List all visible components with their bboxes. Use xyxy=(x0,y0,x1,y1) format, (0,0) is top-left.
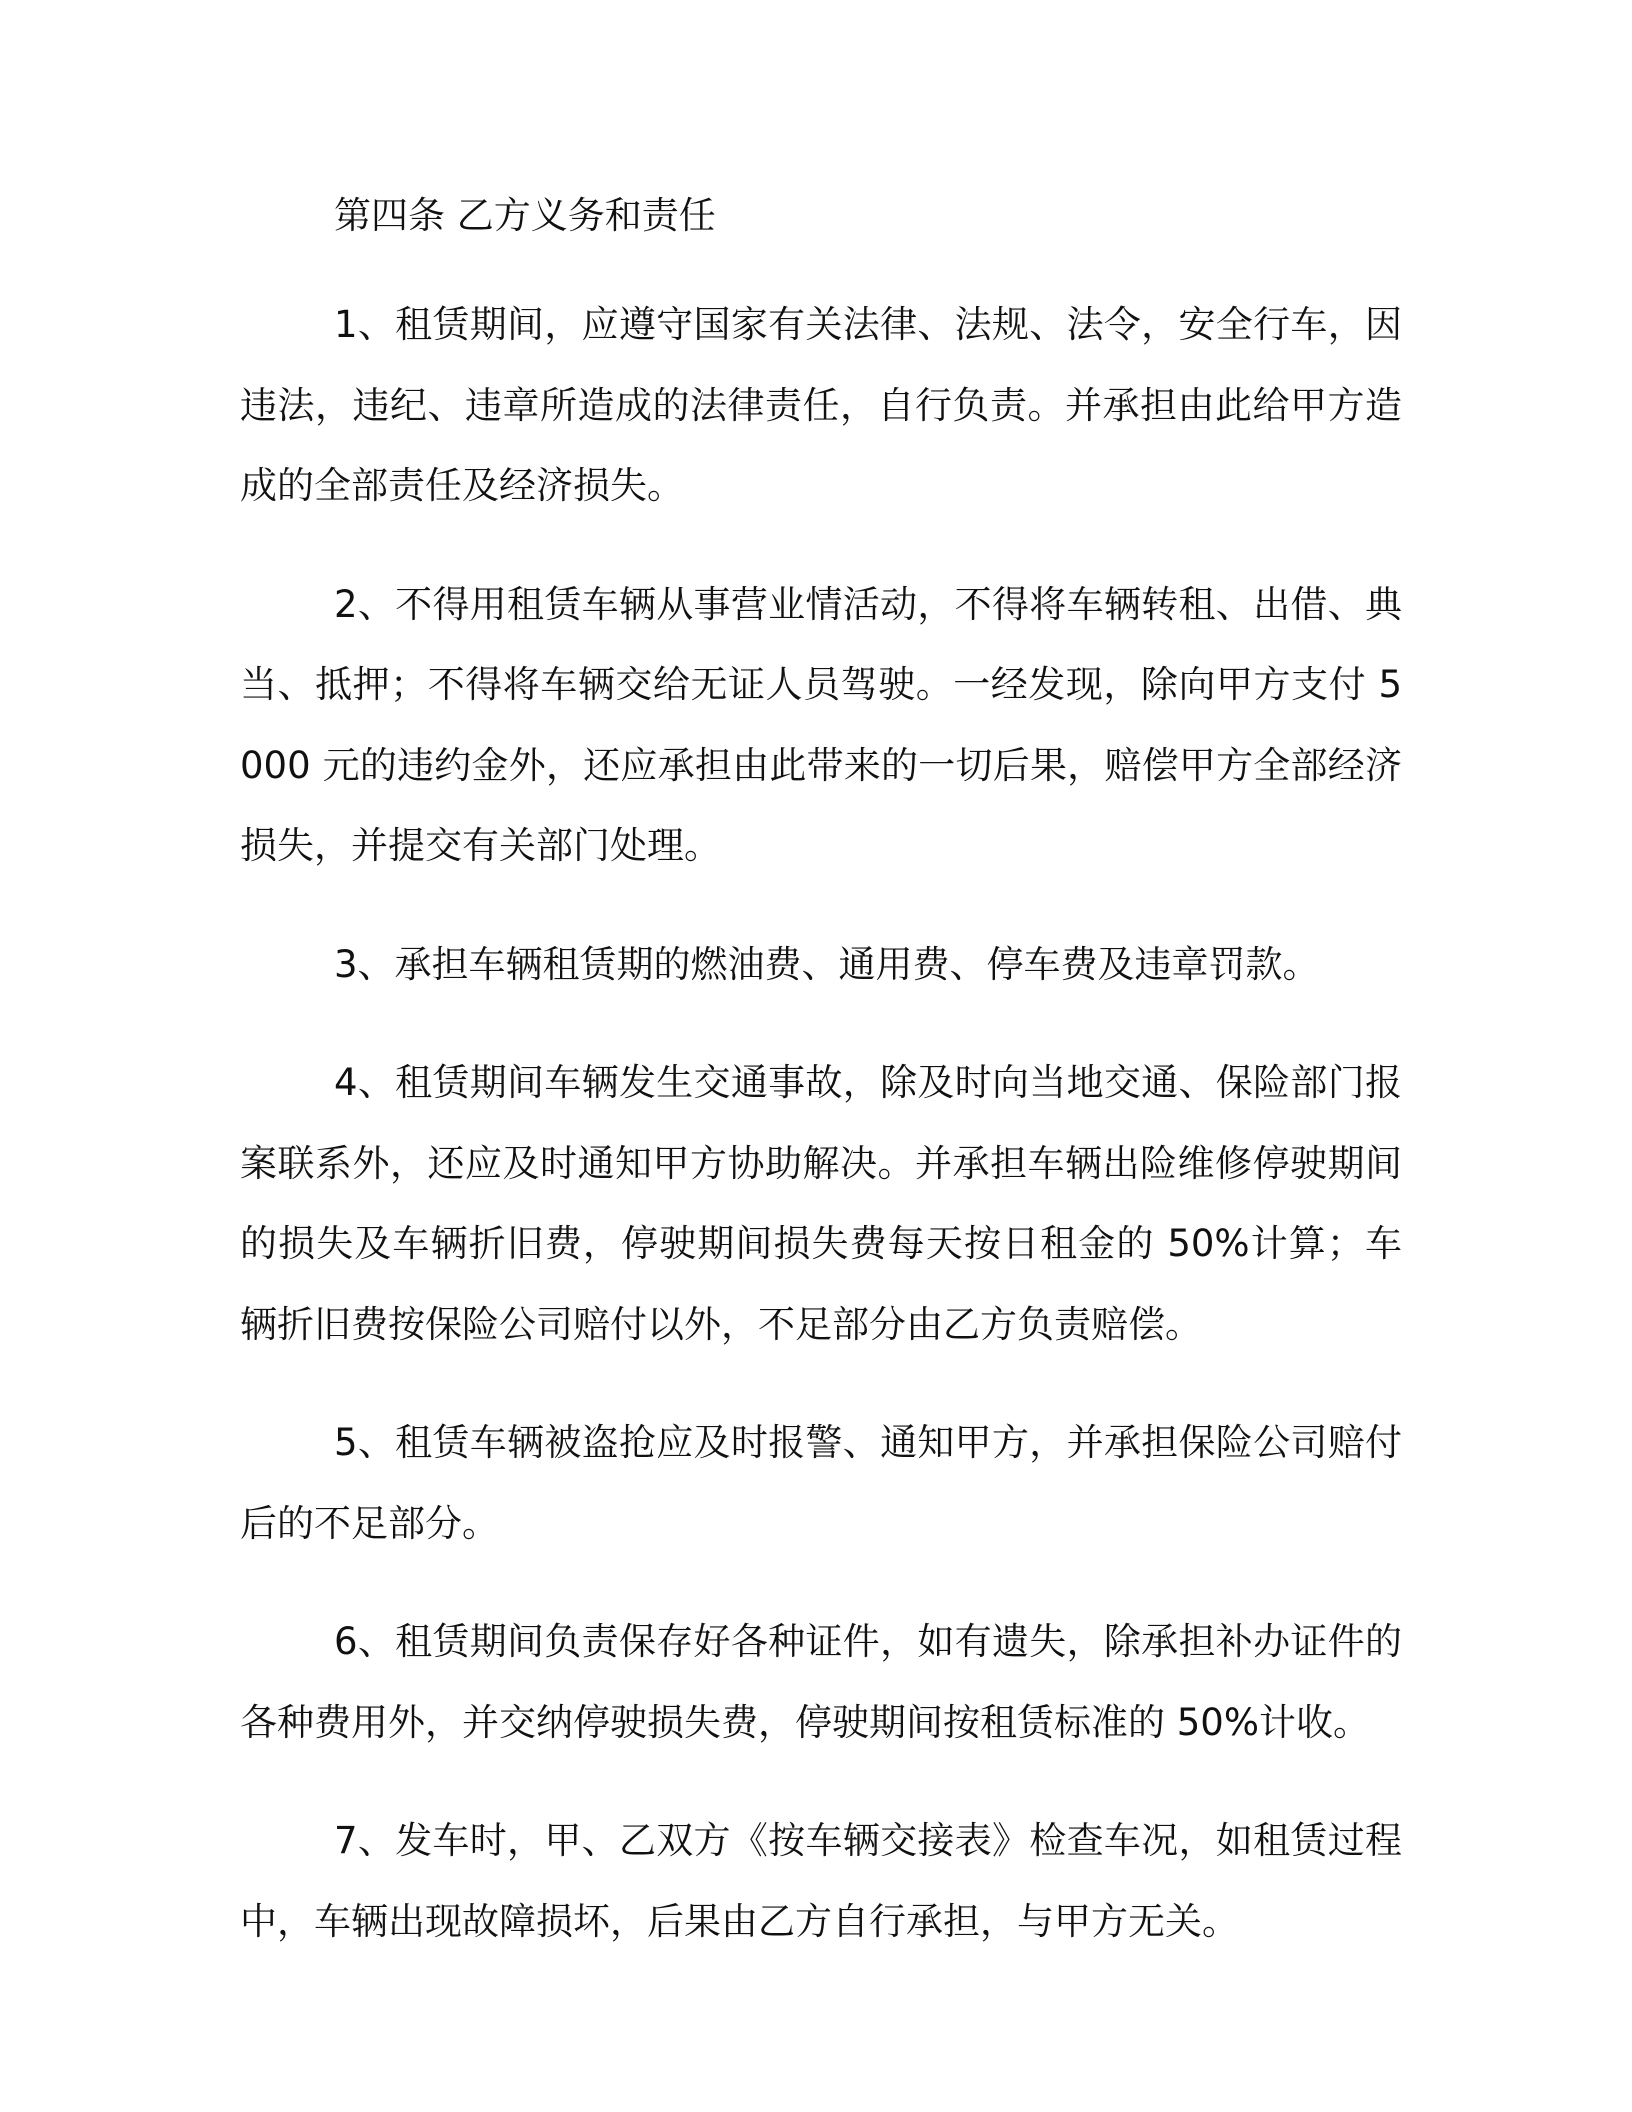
article-heading: 第四条 乙方义务和责任 xyxy=(334,194,716,237)
clause-1: 1、租赁期间，应遵守国家有关法律、法规、法令，安全行车，因违法，违纪、违章所造成的法律责任，自行负责。并承担由此给甲方造成的全部责任及经济损失。 xyxy=(240,303,1402,507)
clause-3: 3、承担车辆租赁期的燃油费、通用费、停车费及违章罚款。 xyxy=(334,942,1320,986)
clause-5: 5、租赁车辆被盗抢应及时报警、通知甲方，并承担保险公司赔付后的不足部分。 xyxy=(240,1421,1402,1545)
clause-7: 7、发车时，甲、乙双方《按车辆交接表》检查车况，如租赁过程中，车辆出现故障损坏，后果由乙方自行承担，与甲方无关。 xyxy=(240,1819,1402,1943)
clause-6: 6、租赁期间负责保存好各种证件，如有遗失，除承担补办证件的各种费用外，并交纳停驶损失费，停驶期间按租赁标准的 50%计收。 xyxy=(240,1620,1402,1744)
clause-4: 4、租赁期间车辆发生交通事故，除及时向当地交通、保险部门报案联系外，还应及时通知甲方协助解决。并承担车辆出险维修停驶期间的损失及车辆折旧费，停驶期间损失费每天按日租金的 50%计算；车辆折旧费按保险公司赔付以外，不足部分由乙方负责赔偿。 xyxy=(240,1061,1402,1346)
clause-2: 2、不得用租赁车辆从事营业情活动，不得将车辆转租、出借、典当、抵押；不得将车辆交给无证人员驾驶。一经发现，除向甲方支付 5000 元的违约金外，还应承担由此带来的一切后果，赔偿甲方全部经济损失，并提交有关部门处理。 xyxy=(240,582,1402,867)
document-body xyxy=(240,185,1402,2000)
